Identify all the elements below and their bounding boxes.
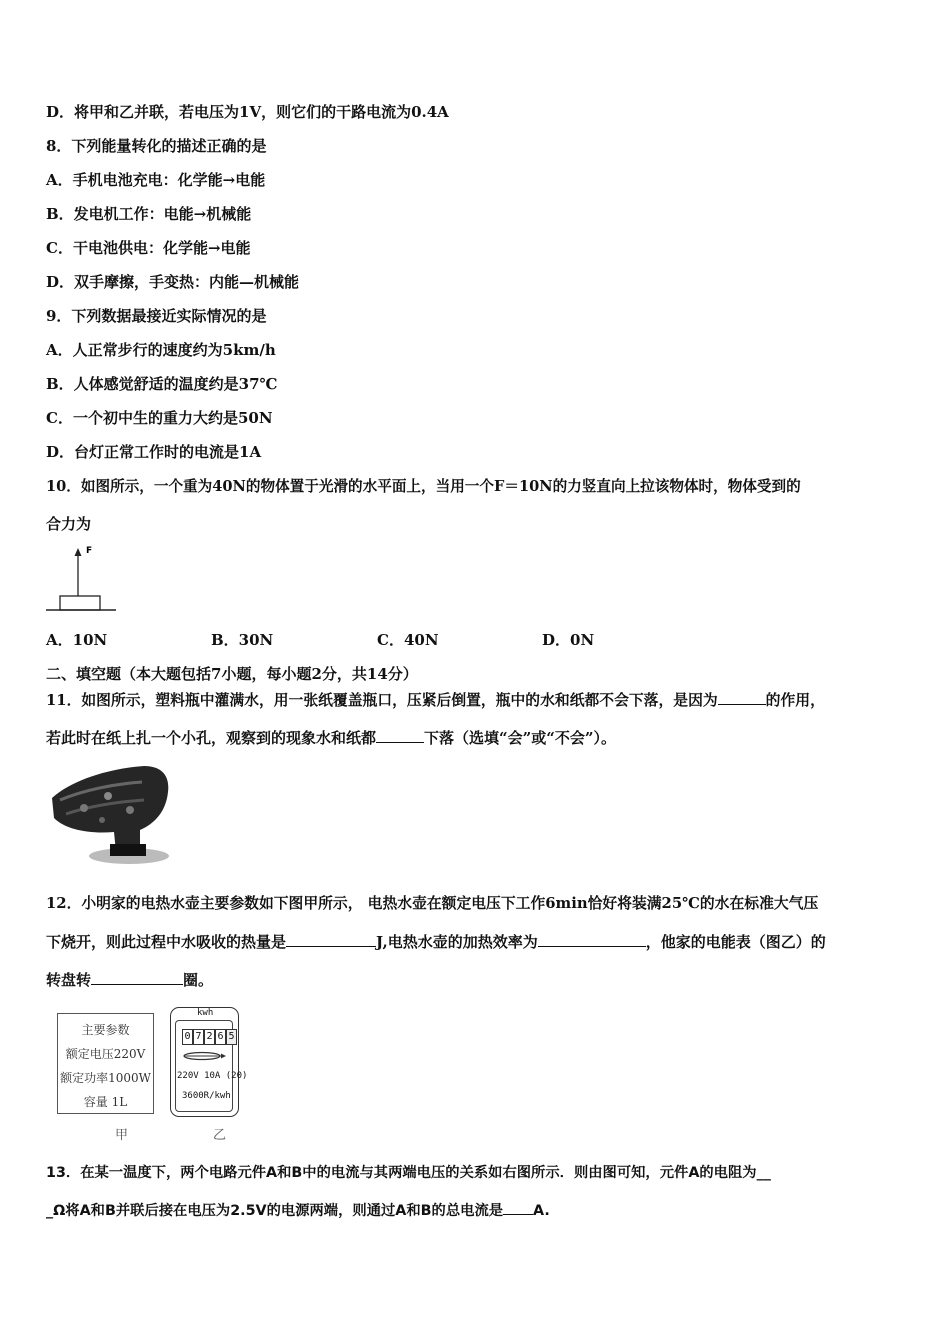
q12-line2-text-a: 下烧开，则此过程中水吸收的热量是 bbox=[46, 933, 287, 951]
electricity-meter bbox=[170, 1007, 248, 1117]
q12-blank-revolutions[interactable] bbox=[91, 970, 183, 985]
q8-option-a: A．手机电池充电：化学能→电能 bbox=[46, 171, 266, 189]
table-row-power: 额定功率1000W bbox=[60, 1071, 151, 1085]
bottle-photo bbox=[44, 760, 174, 866]
q12-blank-efficiency[interactable] bbox=[538, 932, 646, 947]
caption-jia: 甲 bbox=[115, 1128, 129, 1143]
meter-digit-1: 0 bbox=[182, 1029, 193, 1045]
q11-blank-2[interactable] bbox=[376, 728, 424, 743]
q12-line3 bbox=[46, 970, 213, 990]
force-diagram bbox=[40, 540, 130, 615]
q10-option-a: A．10N bbox=[46, 631, 108, 649]
q9-option-b: B．人体感觉舒适的温度约是37℃ bbox=[46, 375, 278, 393]
q7-option-d: D．将甲和乙并联，若电压为1V，则它们的干路电流为0.4A bbox=[46, 103, 449, 121]
q8-option-d: D．双手摩擦，手变热：内能—机械能 bbox=[46, 273, 300, 291]
meter-spec-rating: 220V 10A (20) bbox=[177, 1071, 248, 1081]
section-title: 二、填空题（本大题包括7小题，每小题2分，共14分） bbox=[46, 665, 418, 683]
q9-option-a: A．人正常步行的速度约为5km/h bbox=[46, 341, 276, 359]
q12-line2-text-b: J,电热水壶的加热效率为 bbox=[376, 933, 538, 951]
q11-line2-text: 若此时在纸上扎一个小孔，观察到的现象水和纸都 bbox=[46, 729, 377, 747]
table-title: 主要参数 bbox=[81, 1023, 130, 1037]
q12-blank-heat[interactable] bbox=[286, 932, 376, 947]
caption-yi: 乙 bbox=[213, 1128, 227, 1143]
q12-line1: 12．小明家的电热水壶主要参数如下图甲所示， 电热水壶在额定电压下工作6min恰好将装满25℃的水在标准大气压 bbox=[46, 895, 819, 912]
force-label: F bbox=[86, 546, 93, 556]
q11-line1-text: 11．如图所示，塑料瓶中灌满水，用一张纸覆盖瓶口，压紧后倒置，瓶中的水和纸都不会下落，是因为 bbox=[46, 692, 718, 709]
q9-stem: 9．下列数据最接近实际情况的是 bbox=[46, 307, 267, 325]
q11-line2-tail: 下落（选填“会”或“不会”）。 bbox=[424, 729, 617, 747]
force-arrow-head bbox=[75, 548, 82, 556]
q9-option-d: D．台灯正常工作时的电流是1A bbox=[46, 443, 262, 461]
meter-digit-5: 5 bbox=[226, 1029, 237, 1045]
q9-option-c: C．一个初中生的重力大约是50N bbox=[46, 409, 273, 427]
q12-line2-text-c: ，他家的电能表（图乙）的 bbox=[645, 933, 826, 951]
q10-stem-line1: 10．如图所示，一个重为40N的物体置于光滑的水平面上，当用一个F＝10N的力竖直向上拉该物体时，物体受到的 bbox=[46, 478, 801, 495]
q13-blank-current[interactable] bbox=[503, 1200, 533, 1215]
q11-line1-tail: 的作用， bbox=[765, 692, 825, 709]
q10-stem-line2: 合力为 bbox=[46, 515, 92, 533]
q11-line2 bbox=[46, 728, 616, 748]
meter-disc-icon bbox=[180, 1049, 228, 1063]
q10-option-c: C．40N bbox=[377, 631, 439, 649]
table-row-voltage: 额定电压220V bbox=[65, 1047, 146, 1061]
q11-line1 bbox=[46, 690, 825, 711]
q12-line3-text-b: 圈。 bbox=[183, 971, 214, 989]
meter-digit-4: 6 bbox=[215, 1029, 226, 1045]
q12-line3-text-a: 转盘转 bbox=[46, 971, 92, 989]
block bbox=[60, 596, 100, 610]
q13-line2-text-a: _Ω将A和B并联后接在电压为2.5V的电源两端，则通过A和B的总电流是 bbox=[46, 1203, 504, 1219]
meter-spec-revs: 3600R/kwh bbox=[182, 1091, 231, 1101]
meter-digit-3: 2 bbox=[204, 1029, 215, 1045]
q10-option-b: B．30N bbox=[211, 631, 274, 649]
kettle-parameter-table bbox=[57, 1013, 154, 1114]
q13-line2-text-b: A. bbox=[533, 1203, 550, 1219]
q13-line1: 13．在某一温度下，两个电路元件A和B中的电流与其两端电压的关系如右图所示．则由图可知，元件A的电阻为__ bbox=[46, 1165, 771, 1181]
table-row-capacity: 容量 1L bbox=[83, 1095, 128, 1109]
meter-face bbox=[175, 1020, 248, 1112]
q8-option-b: B．发电机工作：电能→机械能 bbox=[46, 205, 252, 223]
q8-stem: 8．下列能量转化的描述正确的是 bbox=[46, 137, 267, 155]
meter-digit-2: 7 bbox=[193, 1029, 204, 1045]
q10-option-d: D．0N bbox=[542, 631, 595, 649]
q8-option-c: C．干电池供电：化学能→电能 bbox=[46, 239, 251, 257]
meter-digits bbox=[182, 1029, 237, 1045]
meter-unit: kwh bbox=[197, 1008, 214, 1018]
q11-blank-1[interactable] bbox=[718, 690, 766, 705]
q12-line2 bbox=[46, 932, 826, 952]
q13-line2 bbox=[46, 1200, 550, 1221]
